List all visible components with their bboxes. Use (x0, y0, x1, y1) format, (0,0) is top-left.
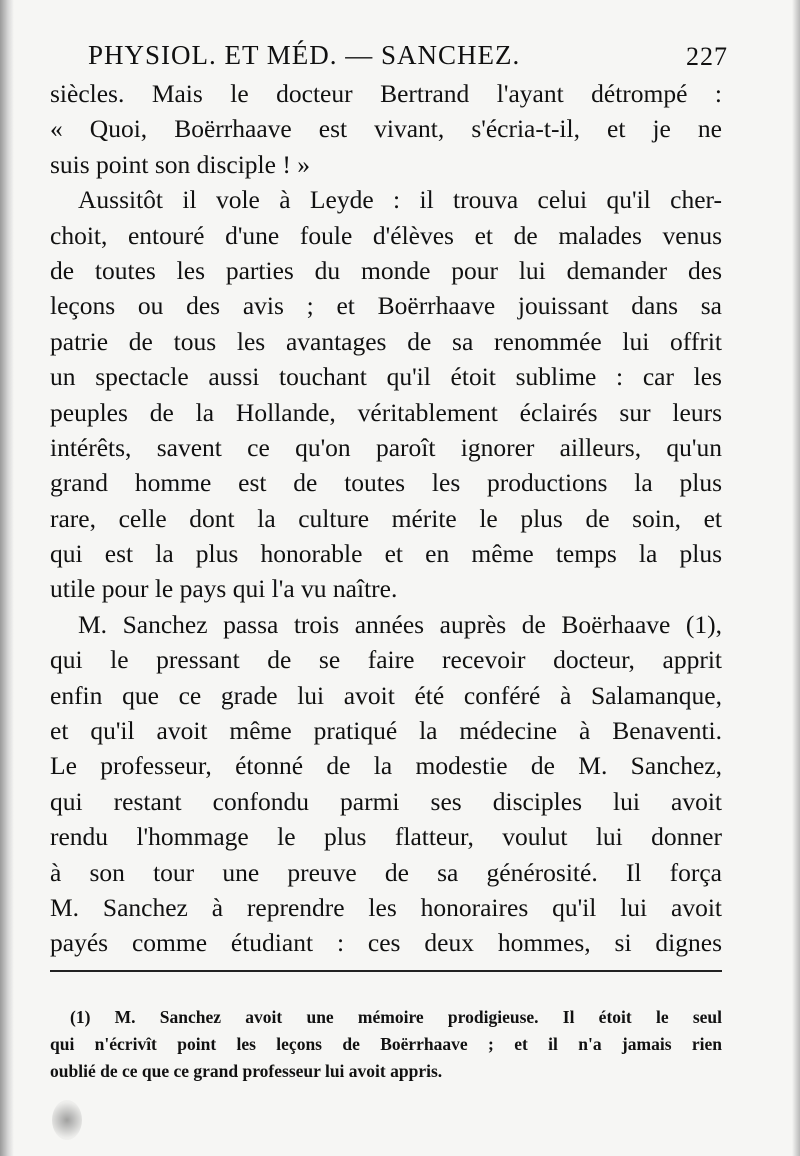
text-line: payés comme étudiant : ces deux hommes, si dignes (50, 928, 722, 958)
text-line: leçons ou des avis ; et Boërrhaave jouissant dans sa (50, 291, 722, 321)
footnote-line: oublié de ce que ce grand professeur lui avoit appris. (50, 1061, 443, 1081)
text-line: peuples de la Hollande, véritablement éclairés sur leurs (50, 397, 722, 427)
text-line: choit, entouré d'une foule d'élèves et de malades venus (50, 220, 722, 250)
text-line: grand homme est de toutes les productions la plus (50, 468, 722, 498)
body-text (50, 76, 722, 961)
text-line: à son tour une preuve de sa générosité. Il força (50, 857, 722, 887)
text-line: un spectacle aussi touchant qu'il étoit sublime : car les (50, 362, 722, 392)
running-title: PHYSIOL. ET MÉD. — SANCHEZ. (88, 40, 521, 70)
footnote (50, 1004, 722, 1085)
text-line: utile pour le pays qui l'a vu naître. (50, 574, 398, 604)
text-line: M. Sanchez passa trois années auprès de Boërhaave (1), (78, 609, 722, 639)
text-line: enfin que ce grade lui avoit été conféré à Salamanque, (50, 680, 722, 710)
footnote-line: (1) M. Sanchez avoit une mémoire prodigieuse. Il étoit le seul (70, 1007, 722, 1027)
text-line: rare, celle dont la culture mérite le plus de soin, et (50, 503, 722, 533)
text-line: M. Sanchez à reprendre les honoraires qu'il lui avoit (50, 892, 722, 922)
text-line: rendu l'hommage le plus flatteur, voulut lui donner (50, 822, 722, 852)
text-line: suis point son disciple ! » (50, 149, 310, 179)
text-line: et qu'il avoit même pratiqué la médecine à Benaventi. (50, 716, 722, 746)
page-edge-shadow (0, 0, 14, 1156)
text-line: patrie de tous les avantages de sa renommée lui offrit (50, 326, 722, 356)
text-line: qui le pressant de se faire recevoir docteur, apprit (50, 645, 722, 675)
page-edge-right (792, 0, 800, 1156)
footnote-rule (50, 970, 722, 972)
text-line: Le professeur, étonné de la modestie de M. Sanchez, (50, 751, 722, 781)
text-line: « Quoi, Boërrhaave est vivant, s'écria-t-il, et je ne (50, 114, 722, 144)
text-line: de toutes les parties du monde pour lui demander des (50, 255, 722, 285)
running-header (88, 40, 728, 80)
footnote-line: qui n'écrivît point les leçons de Boërrhaave ; et il n'a jamais rien (50, 1034, 722, 1054)
ink-smudge (52, 1100, 82, 1140)
page-number: 227 (686, 42, 728, 71)
text-line: Aussitôt il vole à Leyde : il trouva celui qu'il cher- (78, 185, 722, 215)
text-line: siècles. Mais le docteur Bertrand l'ayant détrompé : (50, 79, 722, 108)
text-line: intérêts, savent ce qu'on paroît ignorer ailleurs, qu'un (50, 432, 722, 462)
text-line: qui restant confondu parmi ses disciples lui avoit (50, 786, 722, 816)
text-line: qui est la plus honorable et en même temps la plus (50, 539, 722, 569)
